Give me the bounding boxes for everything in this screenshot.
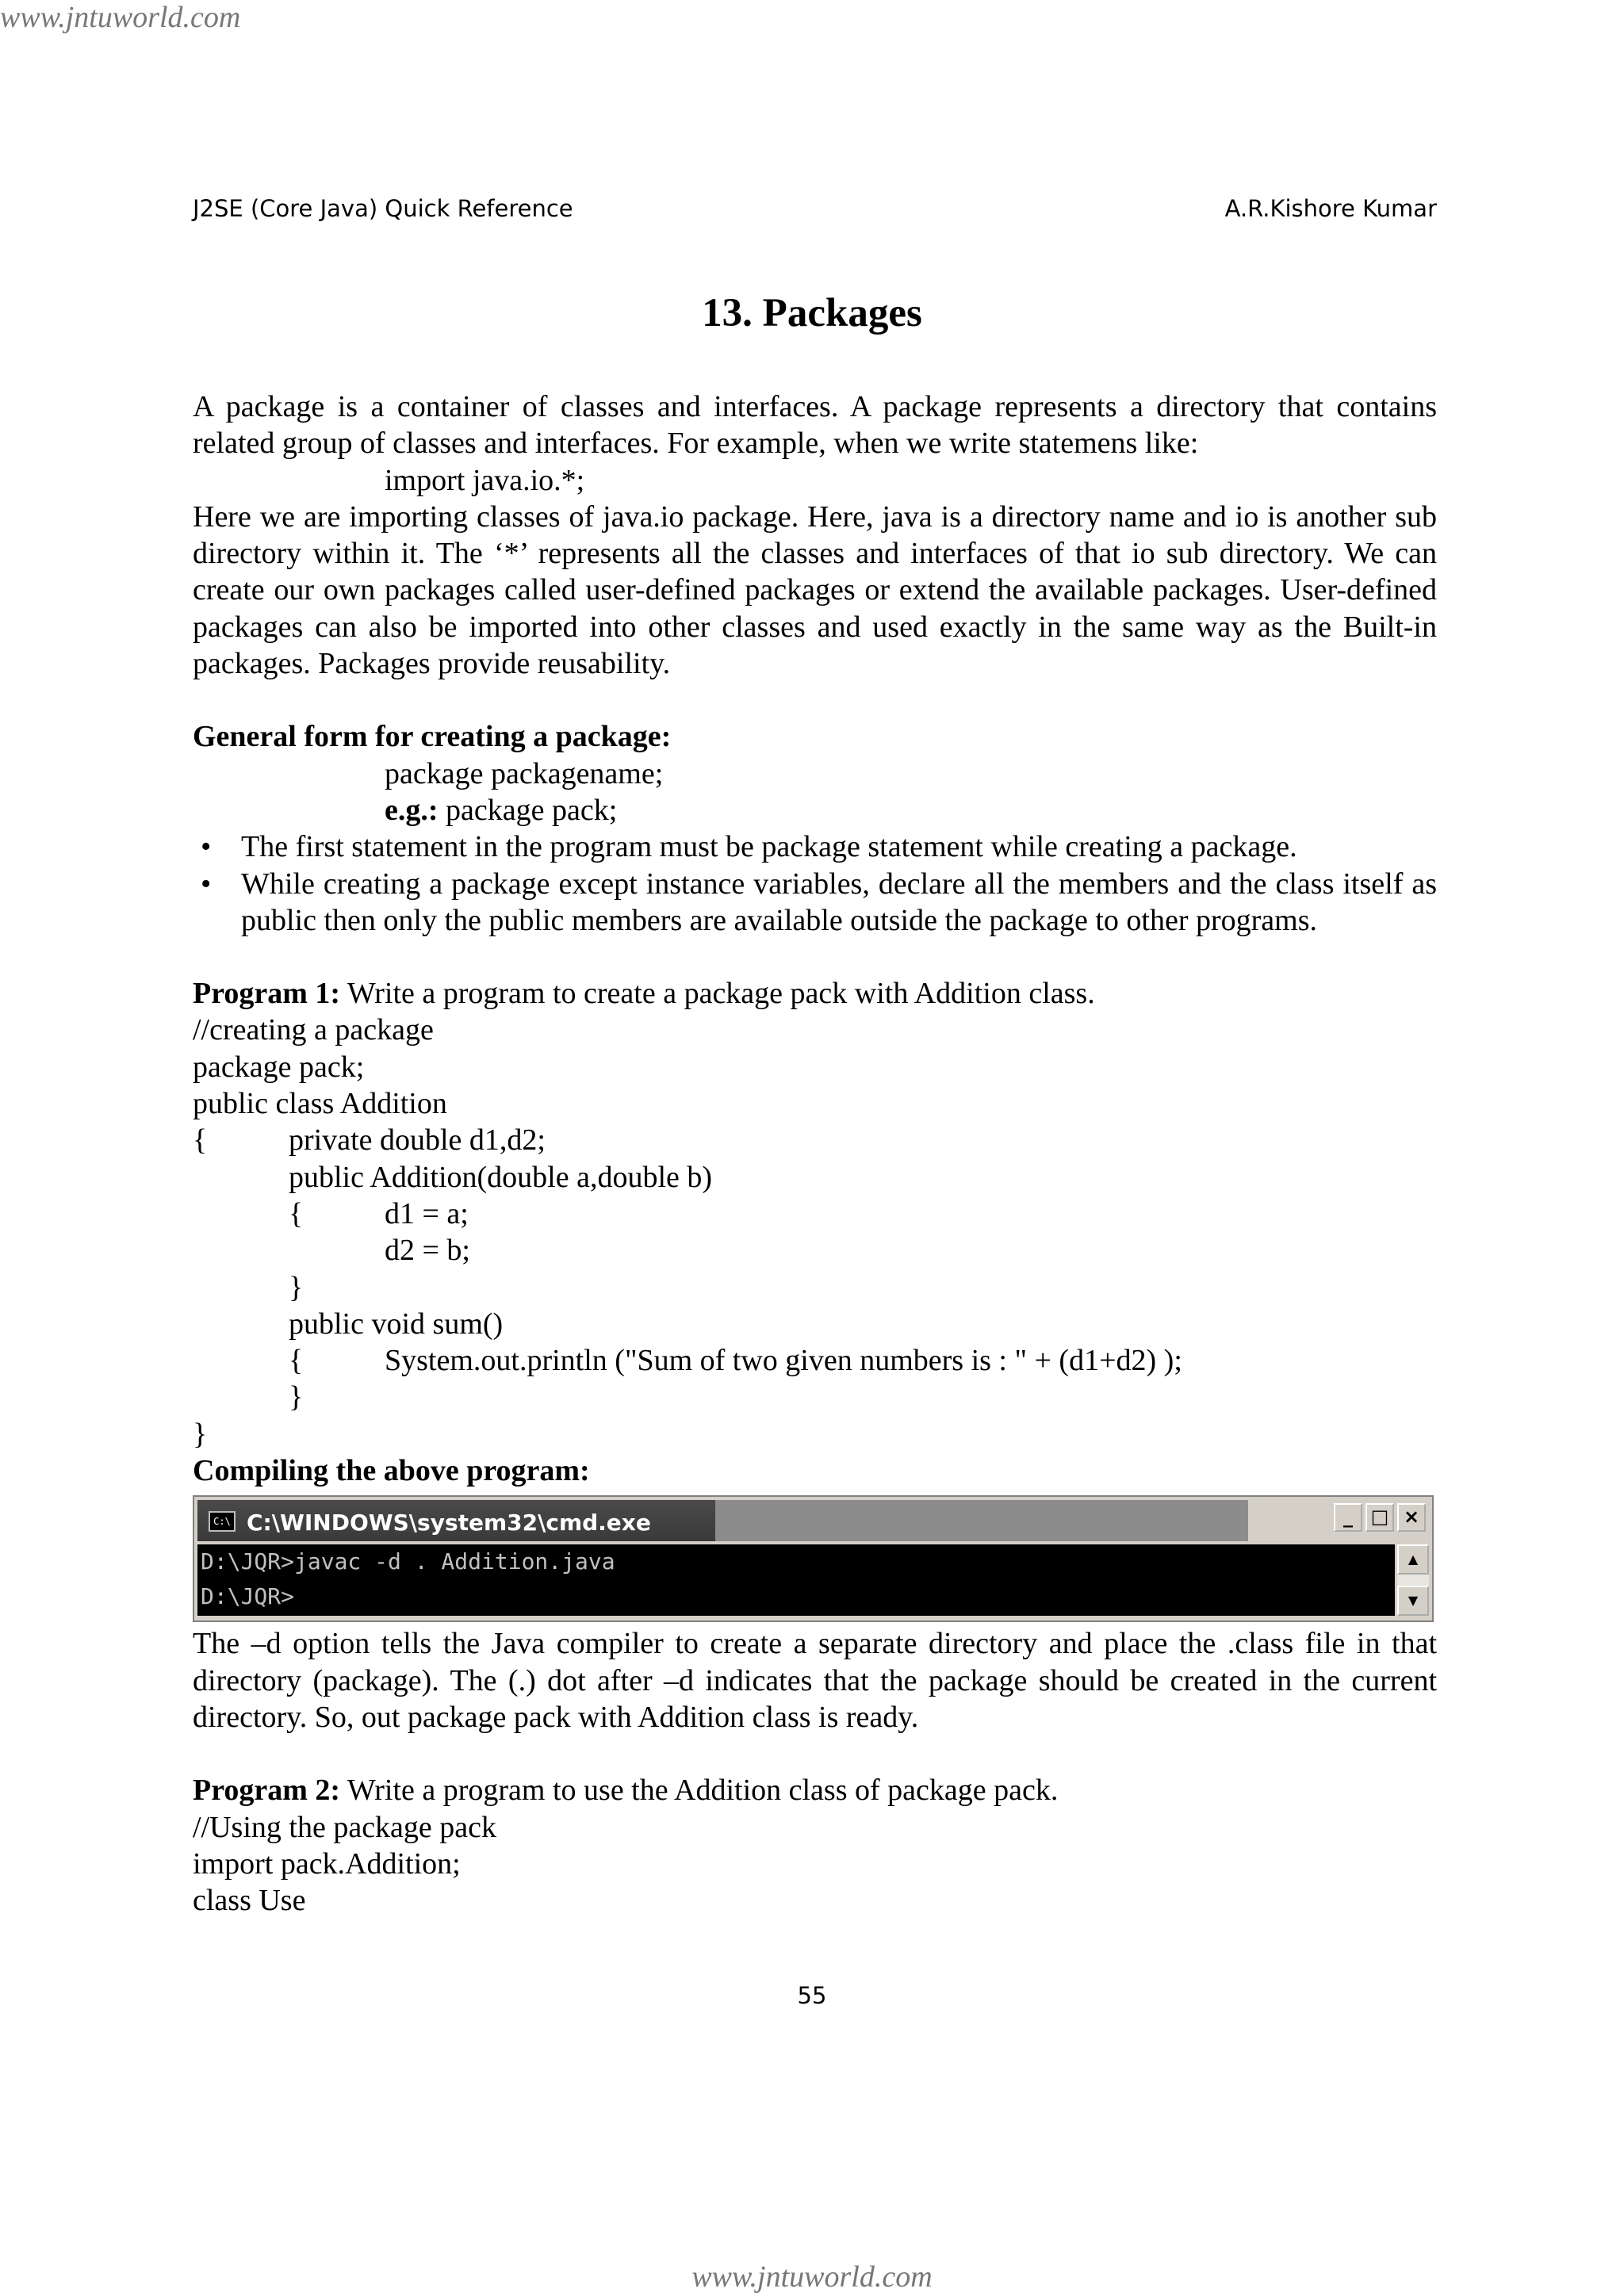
general-form-line: package packagename; [385, 756, 664, 790]
close-icon[interactable]: × [1397, 1503, 1426, 1532]
intro-paragraph-2: Here we are importing classes of java.io package. Here, java is a directory name and io is another sub directory within it. The ‘*’ represents all the classes and interfaces of that io sub directory. We can create our own packages called user-defined packages or extend the available packages. User-defined packages can also be imported into other classes and used exactly in the same way as the Built-in packages. Packages provide reusability. [193, 499, 1437, 681]
console-line: D:\JQR>javac -d . Addition.java [201, 1548, 615, 1575]
compile-explanation: The –d option tells the Java compiler to create a separate directory and place the .class file in that directory (package). The (.) dot after –d indicates that the package should be created in the current directory. So, out package pack with Addition class is ready. [193, 1627, 1437, 1734]
code-line: } [289, 1270, 304, 1304]
page-body [193, 388, 1437, 1919]
cmd-window-title: C:\WINDOWS\system32\cmd.exe [247, 1510, 651, 1536]
program1-label: Program 1: [193, 977, 341, 1011]
header-right: A.R.Kishore Kumar [1224, 195, 1437, 222]
program2-desc: Write a program to use the Addition class of package pack. [340, 1774, 1059, 1808]
code-line: public class Addition [193, 1087, 447, 1121]
eg-text: package pack; [438, 793, 618, 827]
cmd-window-screenshot [193, 1495, 1434, 1622]
window-controls [1334, 1503, 1426, 1532]
list-item: • While creating a package except instance variables, declare all the members and the class itself as public then only the public members are available outside the package to other programs. [201, 867, 1437, 937]
code-line: } [193, 1417, 208, 1451]
code-line: { d1 = a; [289, 1196, 469, 1230]
watermark-top: www.jntuworld.com [0, 1, 241, 34]
page-number: 55 [797, 1982, 827, 2009]
general-form-example [193, 792, 1437, 828]
program2-label: Program 2: [193, 1774, 341, 1808]
cmd-icon: C:\ [209, 1511, 236, 1532]
import-example: import java.io.*; [385, 463, 585, 497]
scroll-up-icon[interactable]: ▲ [1397, 1544, 1429, 1575]
program1-desc: Write a program to create a package pack with Addition class. [340, 977, 1095, 1011]
maximize-icon[interactable]: □ [1365, 1503, 1394, 1532]
code-line: class Use [193, 1884, 306, 1918]
program1-title [193, 975, 1437, 1012]
code-line: d2 = b; [385, 1234, 470, 1268]
bullet-icon: • [201, 867, 212, 901]
code-line: package pack; [193, 1050, 365, 1084]
list-item: • The first statement in the program must be package statement while creating a package. [193, 828, 1437, 865]
general-form-heading: General form for creating a package: [193, 720, 672, 754]
rules-list [193, 828, 1437, 939]
bullet-icon: • [201, 830, 212, 864]
intro-paragraph-1: A package is a container of classes and interfaces. A package represents a directory that contains related group of classes and interfaces. For example, when we write statemens like: [193, 390, 1437, 461]
page-title: 13. Packages [702, 291, 922, 335]
program2-title [193, 1772, 1437, 1808]
eg-label: e.g.: [385, 793, 439, 827]
cmd-console-output [197, 1544, 1395, 1616]
cmd-title-bar [197, 1500, 1248, 1541]
code-line: { System.out.println ("Sum of two given numbers is : " + (d1+d2) ); [289, 1344, 1182, 1378]
minimize-icon[interactable]: _ [1334, 1503, 1362, 1532]
code-line: } [289, 1380, 304, 1414]
code-line: //Using the package pack [193, 1810, 497, 1844]
scroll-down-icon[interactable]: ▼ [1397, 1586, 1429, 1616]
header-left: J2SE (Core Java) Quick Reference [193, 195, 573, 222]
compile-heading: Compiling the above program: [193, 1454, 590, 1488]
code-line: public void sum() [289, 1307, 504, 1341]
console-line: D:\JQR> [201, 1583, 295, 1610]
cmd-scrollbar[interactable] [1397, 1544, 1429, 1616]
code-line: public Addition(double a,double b) [289, 1160, 713, 1194]
program1-code [193, 1012, 1437, 1452]
watermark-bottom: www.jntuworld.com [691, 2260, 933, 2294]
code-line: //creating a package [193, 1013, 434, 1047]
code-line: { private double d1,d2; [193, 1123, 546, 1158]
code-line: import pack.Addition; [193, 1846, 461, 1881]
